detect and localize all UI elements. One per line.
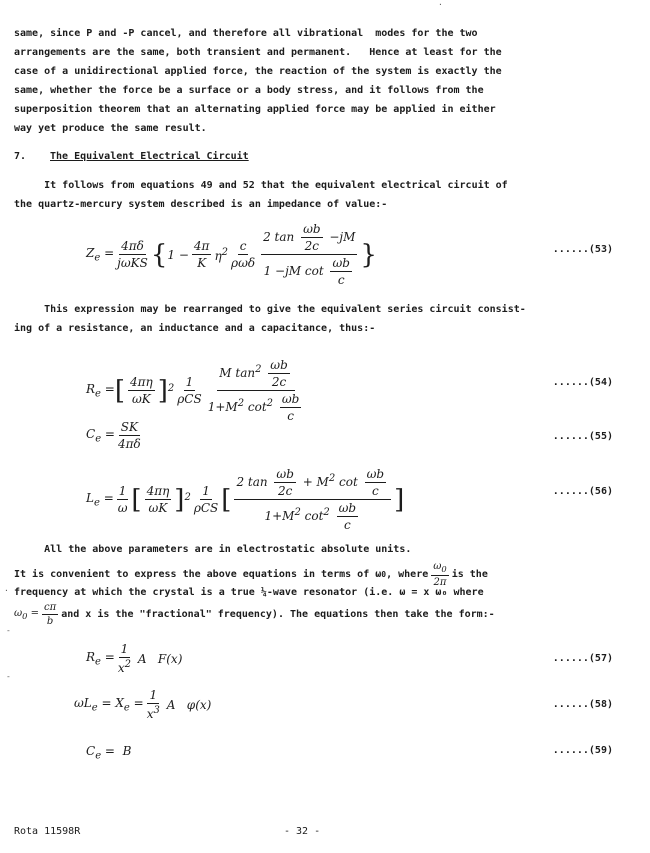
paragraph-convenient-line2: frequency at which the crystal is a true ¼-wave resonator (i.e. ω = x ω₀ where (14, 587, 484, 598)
equation-53: $Z_e$ = $\frac{4\pi\delta}{\text{jωKS}}$ { 1 − $\frac{4\pi}{K}$ $\eta^2$ $\frac{c}{\text{ρωδ}}$ 2 tan $\frac{\omega b}{2c}$ −jM 1 −jM cot $\frac{\omega b}{c}$ } (86, 222, 377, 287)
equation-number-59: ......(59) (552, 745, 613, 756)
equation-number-56: ......(56) (552, 486, 613, 497)
equation-56: $L_e$ = $\frac{1}{\omega}$ [ $\frac{4\pi\eta}{\omega K}$ ] $^2$ $\frac{1}{\text{ρCS}}$ [ 2 tan $\frac{\omega b}{2c}$ + $M^2$ cot $\frac{\omega b}{c}$ $1+M^2$ $\cot^2$ $\frac{\omega b}{c}$ ] (86, 467, 405, 532)
equation-58: $\omega L_e = X_e$ = $\frac{1}{x^3}$ A φ(x) (74, 688, 212, 721)
section-number: 7. (14, 151, 27, 162)
equation-number-54: ......(54) (552, 377, 613, 388)
scan-mark: - (6, 672, 11, 681)
section-title: The Equivalent Electrical Circuit (50, 151, 249, 162)
paragraph-intro: same, since P and -P cancel, and therefore all vibrational modes for the two arrangements are the same, both transient and permanent. Hence at least for the case of a unidirectional applied force, the reaction of the system is exactly the same, whether the force be a surface or a body stress, and it follows from the superposition theorem that an alternating applied force may be applied in either way yet produce the same result. (14, 28, 502, 134)
equation-number-55: ......(55) (552, 431, 613, 442)
paragraph-rearranged: This expression may be rearranged to give the equivalent series circuit consist- ing of a resistance, an inductance and a capacitance, thus:- (14, 304, 526, 334)
equation-57: $R_e$ = $\frac{1}{x^2}$ A F(x) (86, 642, 183, 675)
scan-mark: · (438, 0, 443, 9)
scan-mark: - (6, 626, 11, 635)
page-number: - 32 - (284, 826, 321, 837)
equation-number-57: ......(57) (552, 653, 613, 664)
equation-number-53: ......(53) (552, 244, 613, 255)
footer-reference: Rota 11598R (14, 826, 81, 837)
paragraph-units: All the above parameters are in electrostatic absolute units. (14, 544, 412, 555)
paragraph-convenient-line3: $\omega_0$ = $\frac{c\pi}{b}$ and x is the "fractional" frequency). The equations then take the form:- (14, 602, 495, 627)
equation-54: $R_e$ = [ $\frac{4\pi\eta}{\omega K}$ ] $^2$ $\frac{1}{\text{ρCS}}$ M $\tan^2$ $\frac{\omega b}{2c}$ $1+M^2$ $\cot^2$ $\frac{\omega b}{c}$ (86, 358, 300, 423)
equation-59: $C_e = B$ (86, 744, 132, 762)
paragraph-follows: It follows from equations 49 and 52 that the equivalent electrical circuit of the quartz-mercury system described is an impedance of value:- (14, 180, 508, 210)
scan-mark: · (4, 586, 9, 595)
paragraph-convenient-line1: It is convenient to express the above equations in terms of ω 0 , where $\frac{\omega_0}{2\pi}$ is the (14, 561, 488, 588)
equation-number-58: ......(58) (552, 699, 613, 710)
equation-55: $C_e$ = $\frac{SK}{4\pi\delta}$ (86, 420, 141, 451)
